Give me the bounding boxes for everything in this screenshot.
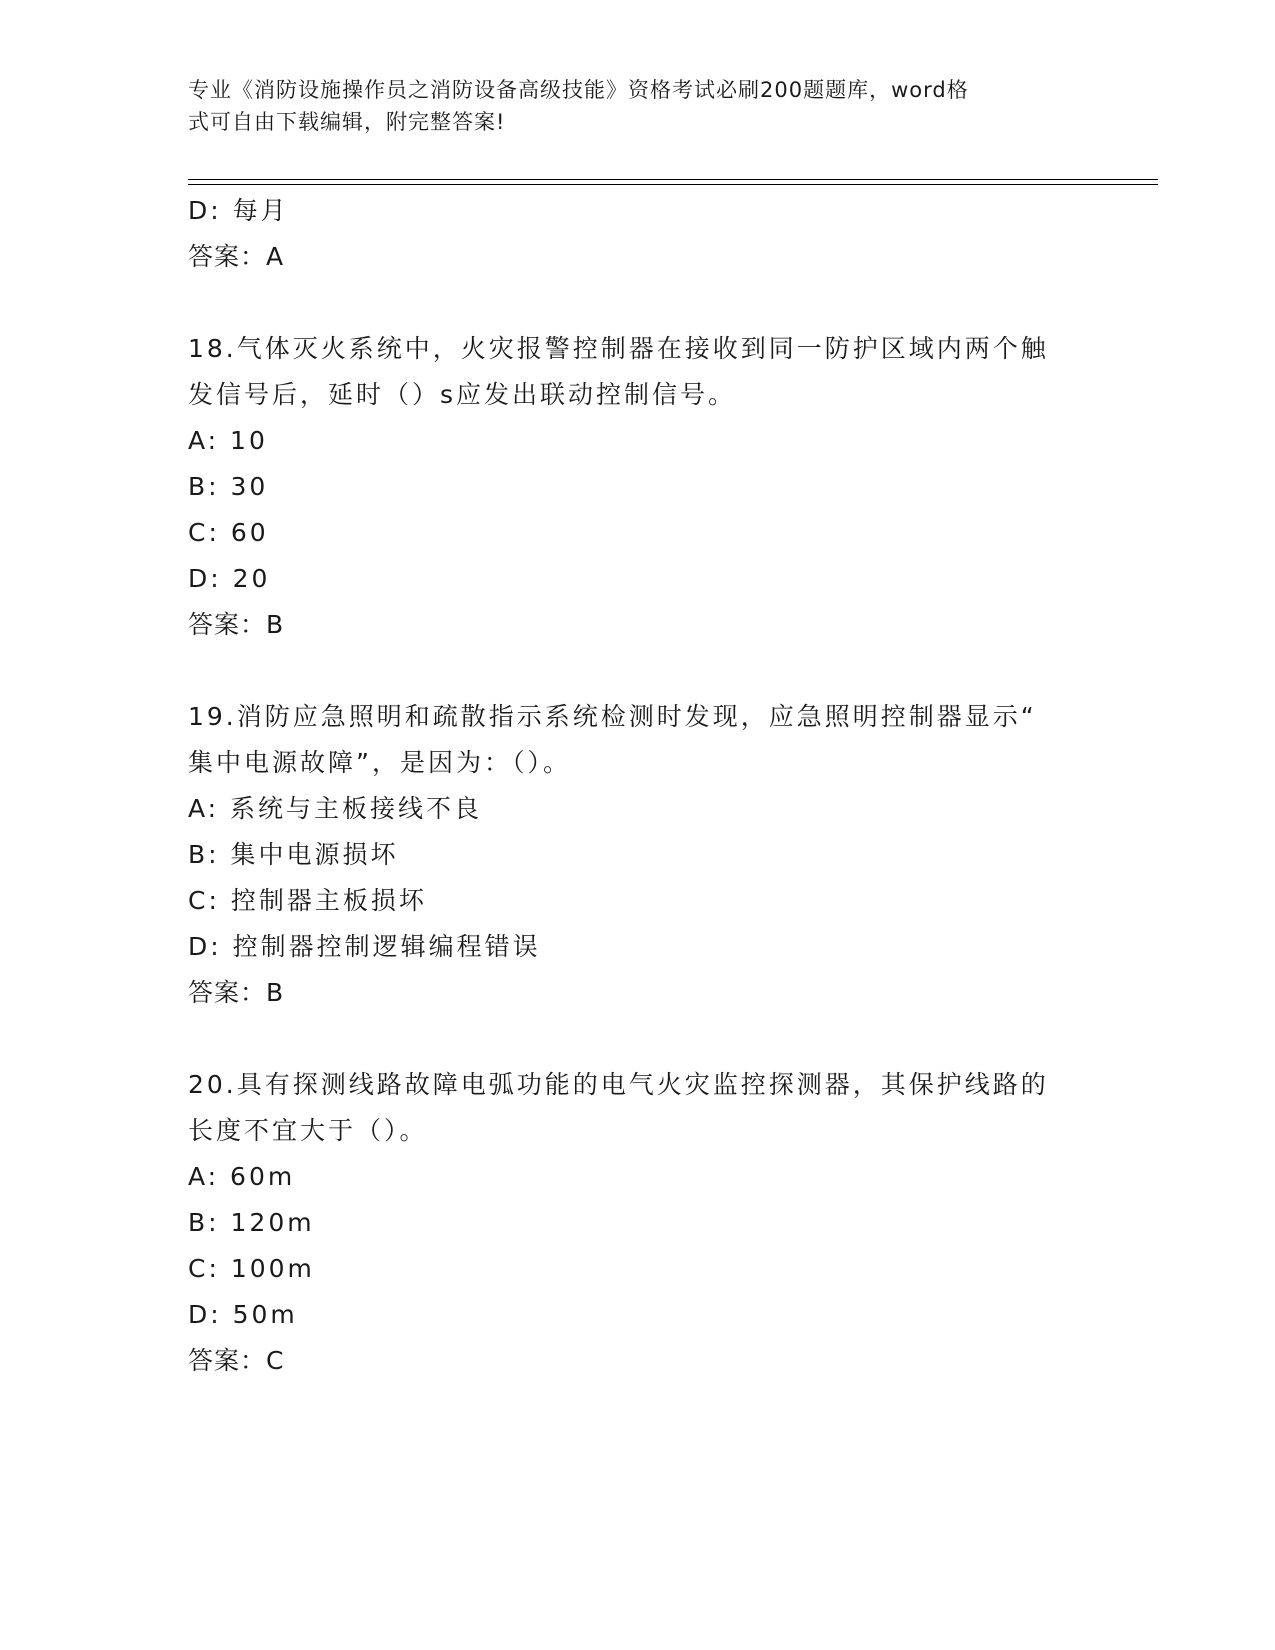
header-divider — [188, 179, 1158, 185]
option-d: D: 50m — [188, 1300, 298, 1329]
question-stem: 18.气体灭火系统中，火灾报警控制器在接收到同一防护区域内两个触 — [188, 334, 1049, 363]
answer-line: 答案：C — [188, 1346, 285, 1375]
spacer — [188, 1016, 1088, 1062]
previous-question-tail — [188, 188, 1088, 280]
document-header — [188, 74, 1088, 138]
spacer — [188, 280, 1088, 326]
spacer — [188, 648, 1088, 694]
option-c: C: 60 — [188, 518, 269, 547]
question-20 — [188, 1062, 1088, 1384]
question-stem: 20.具有探测线路故障电弧功能的电气火灾监控探测器，其保护线路的 — [188, 1070, 1049, 1099]
option-d: D: 控制器控制逻辑编程错误 — [188, 932, 541, 961]
question-18 — [188, 326, 1088, 648]
answer-line: 答案：B — [188, 610, 285, 639]
option-d: D: 每月 — [188, 196, 289, 225]
question-stem: 19.消防应急照明和疏散指示系统检测时发现，应急照明控制器显示“ — [188, 702, 1037, 731]
option-b: B: 30 — [188, 472, 269, 501]
question-19 — [188, 694, 1088, 1016]
question-stem-continued: 集中电源故障”，是因为：（）。 — [188, 748, 571, 777]
option-a: A: 系统与主板接线不良 — [188, 794, 483, 823]
question-stem-continued: 长度不宜大于（）。 — [188, 1116, 428, 1145]
question-stem-continued: 发信号后，延时（）s应发出联动控制信号。 — [188, 380, 737, 409]
header-line-2: 式可自由下载编辑，附完整答案! — [188, 110, 506, 134]
option-a: A: 10 — [188, 426, 268, 455]
option-b: B: 集中电源损坏 — [188, 840, 399, 869]
answer-line: 答案：B — [188, 978, 285, 1007]
document-body — [188, 188, 1088, 1384]
header-line-1: 专业《消防设施操作员之消防设备高级技能》资格考试必刷200题题库，word格 — [188, 78, 969, 102]
option-b: B: 120m — [188, 1208, 315, 1237]
option-a: A: 60m — [188, 1162, 296, 1191]
option-c: C: 控制器主板损坏 — [188, 886, 427, 915]
option-d: D: 20 — [188, 564, 271, 593]
answer-line: 答案：A — [188, 242, 285, 271]
option-c: C: 100m — [188, 1254, 315, 1283]
